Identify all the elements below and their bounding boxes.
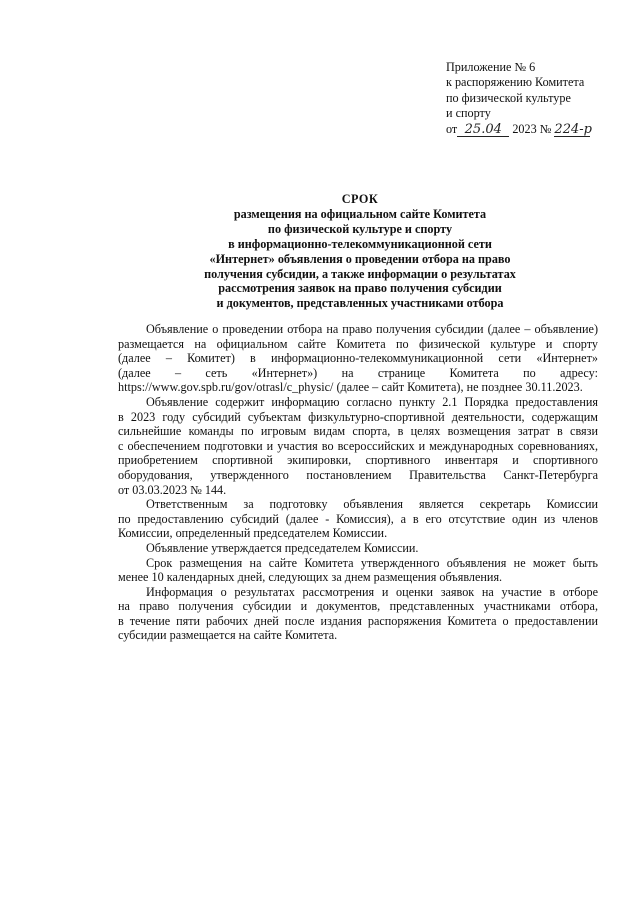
body-line: в течение пяти рабочих дней после издания распоряжения Комитета о предоставлении <box>118 613 598 628</box>
document-heading <box>150 192 570 311</box>
body-line: с обеспечением подготовки и участия во всероссийских и международных соревнованиях, <box>118 438 598 453</box>
date-prefix: от <box>446 121 458 136</box>
body-line: (далее – сеть «Интернет») на странице Комитета по адресу: <box>118 365 598 380</box>
heading-line: рассмотрения заявок на право получения субсидии <box>218 281 502 296</box>
body-line: менее 10 календарных дней, следующих за днем размещения объявления. <box>118 570 503 585</box>
appendix-line: к распоряжению Комитета <box>446 75 585 90</box>
body-line: Информация о результатах рассмотрения и оценки заявок на участие в отборе <box>146 584 598 599</box>
body-line: субсидии размещается на сайте Комитета. <box>118 628 338 643</box>
body-line: Комиссии, определенный председателем Комиссии. <box>118 526 388 541</box>
document-body <box>118 322 598 643</box>
body-line: в 2023 году субсидий субъектам физкультурно-спортивной деятельности, содержащим <box>118 409 598 424</box>
heading-line: «Интернет» объявления о проведении отбора на право <box>209 251 511 266</box>
handwritten-date: 25.04 <box>464 121 502 137</box>
body-line: Объявление содержит информацию согласно пункту 2.1 Порядка предоставления <box>146 394 598 409</box>
handwritten-number: 224-р <box>554 121 592 137</box>
body-line: Срок размещения на сайте Комитета утвержденного объявления не может быть <box>146 555 598 570</box>
body-line: размещается на официальном сайте Комитета по физической культуре и спорту <box>118 336 598 351</box>
date-year: 2023 № <box>512 121 552 136</box>
appendix-date-line <box>446 122 626 137</box>
heading-line: размещения на официальном сайте Комитета <box>233 206 487 221</box>
body-line: оборудования, утвержденного постановлением Правительства Санкт-Петербурга <box>118 467 598 482</box>
body-line: Объявление утверждается председателем Комиссии. <box>146 540 419 555</box>
body-line: на право получения субсидии и документов, представленных участниками отбора, <box>118 599 598 614</box>
heading-line: и документов, представленных участниками отбора <box>216 296 504 311</box>
heading-line: по физической культуре и спорту <box>267 221 453 236</box>
appendix-line: по физической культуре <box>446 90 571 105</box>
body-line: (далее – Комитет) в информационно-телекоммуникационной сети «Интернет» <box>118 351 598 366</box>
body-line: Объявление о проведении отбора на право получения субсидии (далее – объявление) <box>146 322 598 336</box>
heading-line: СРОК <box>341 192 379 206</box>
heading-line: получения субсидии, а также информации о результатах <box>204 266 516 281</box>
body-line: Ответственным за подготовку объявления является секретарь Комиссии <box>146 497 598 512</box>
body-line: от 03.03.2023 № 144. <box>118 482 227 497</box>
body-line: по предоставлению субсидий (далее - Комиссия), а в его отсутствие один из членов <box>118 511 598 526</box>
heading-line: в информационно-телекоммуникационной сети <box>228 236 492 251</box>
appendix-line: Приложение № 6 <box>446 60 536 74</box>
body-line: сильнейшие команды по игровым видам спорта, в целях возмещения затрат в связи <box>118 424 598 439</box>
appendix-block <box>446 60 626 137</box>
body-line: https://www.gov.spb.ru/gov/otrasl/c_physic/ (далее – сайт Комитета), не позднее 30.11.2023. <box>118 380 583 395</box>
appendix-line: и спорту <box>446 106 491 121</box>
body-line: приобретением спортивной экипировки, спортивного инвентаря и спортивного <box>118 453 598 468</box>
